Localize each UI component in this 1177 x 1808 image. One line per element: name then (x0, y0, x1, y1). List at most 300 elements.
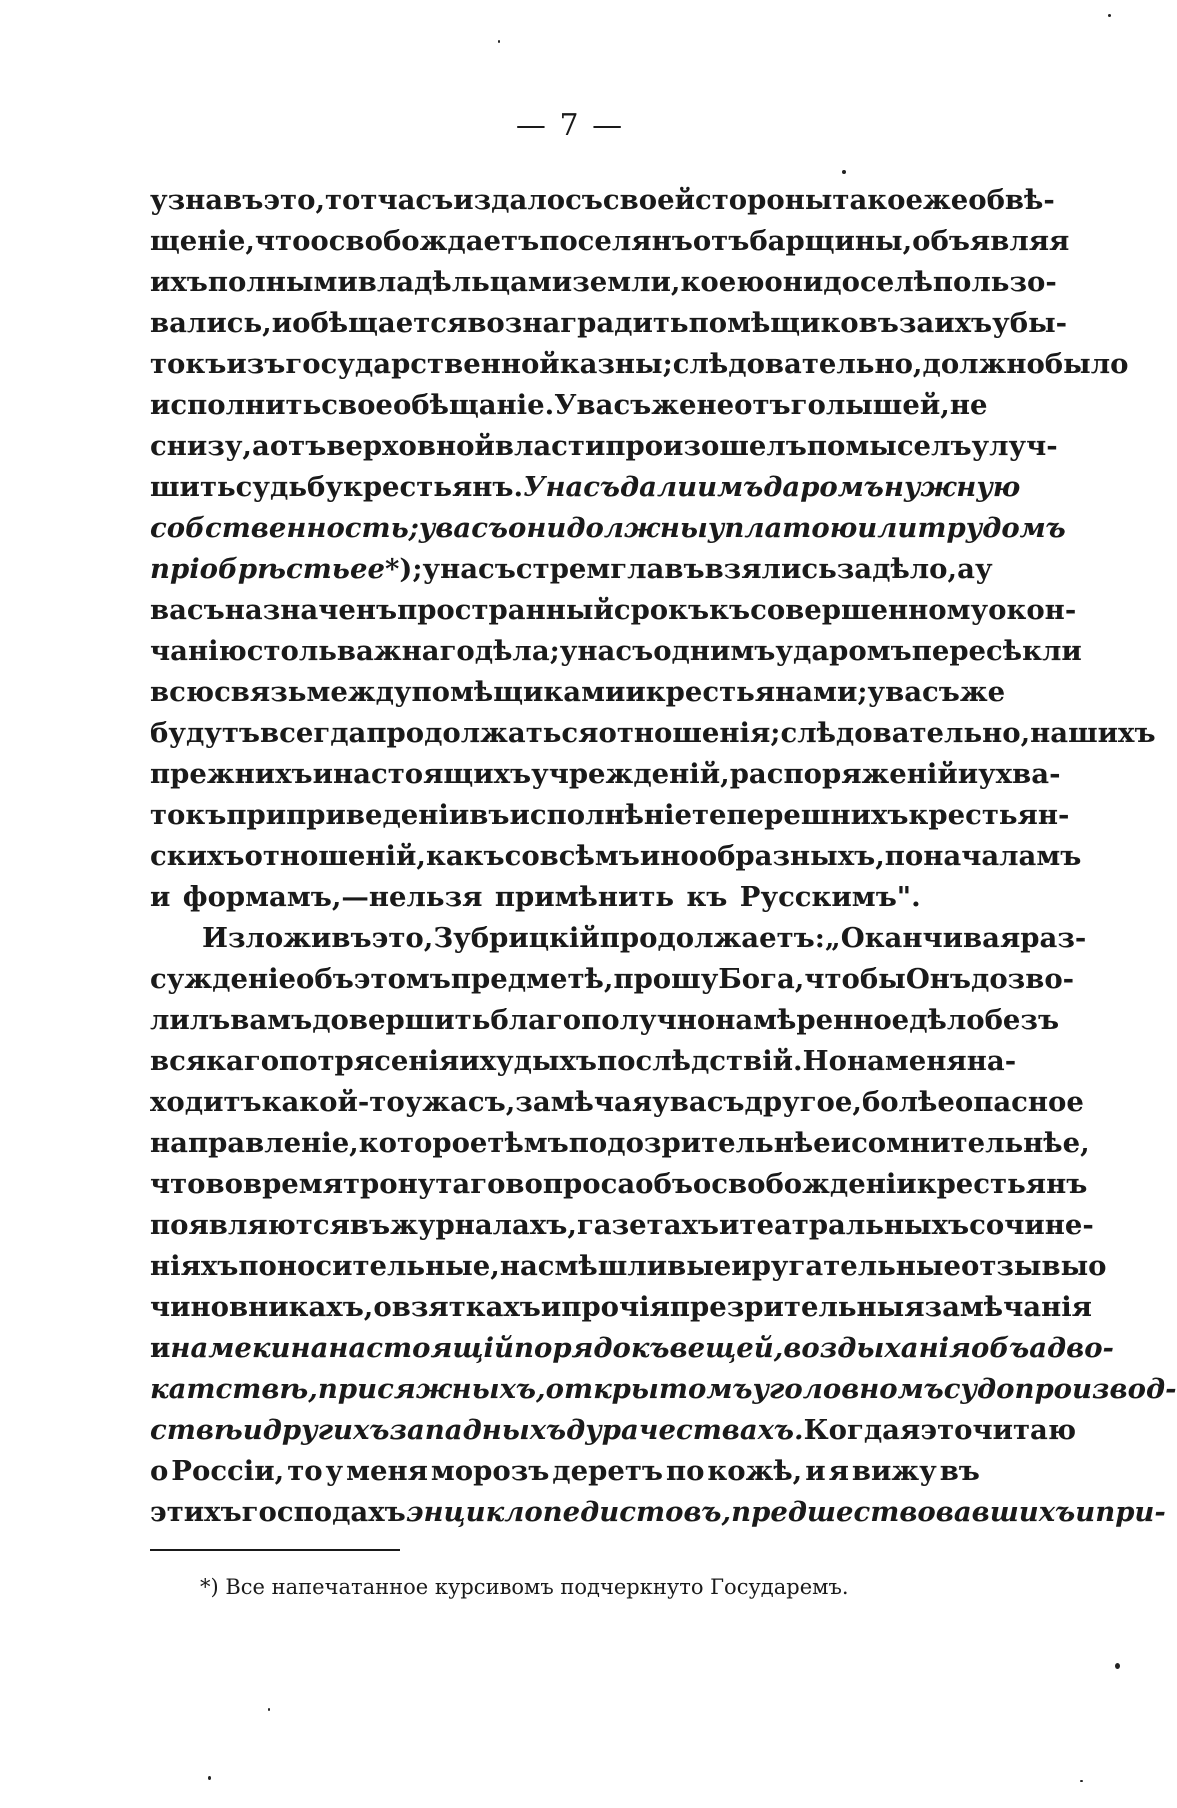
word: и (312, 758, 334, 790)
word: судьбу (235, 471, 343, 503)
word: открытомъ (545, 1373, 753, 1405)
word: земли, (572, 266, 681, 298)
word: насъ (577, 635, 654, 667)
word: они (508, 512, 567, 544)
word: Но (802, 1045, 847, 1077)
word: дѣло (909, 1004, 985, 1036)
word: съ (565, 184, 603, 216)
word: ее (349, 553, 385, 585)
text-line (150, 1369, 1177, 1410)
text-line (150, 1041, 1017, 1082)
word: опасное (954, 1086, 1084, 1118)
word: совершенному (750, 594, 989, 626)
word: и (150, 1332, 171, 1364)
word: настоящихъ (333, 758, 532, 790)
word: морозъ (430, 1455, 550, 1487)
word: обѣщается (292, 307, 468, 339)
word: скихъ (150, 840, 245, 872)
word: какой-то (261, 1086, 405, 1118)
word: васъ (150, 594, 225, 626)
word: же (922, 184, 969, 216)
word: и (805, 1455, 826, 1487)
word: помѣщиковъ (688, 307, 899, 339)
word: другихъ (262, 1414, 390, 1446)
word: къ (709, 594, 751, 626)
text-line (150, 1000, 1060, 1041)
word: вопроса (505, 1168, 636, 1200)
word: то (287, 1455, 323, 1487)
word: крестьянъ. (342, 471, 524, 503)
word: это (920, 1414, 973, 1446)
word: должны (566, 512, 708, 544)
word: у (422, 553, 441, 585)
word: о (1088, 1250, 1107, 1282)
word: имъ (697, 471, 764, 503)
word: и (540, 1291, 562, 1323)
word: настоящій (328, 1332, 514, 1364)
word: энциклопедистовъ, (405, 1496, 732, 1528)
word: токъ (150, 799, 227, 831)
word: Изложивъ (202, 922, 372, 954)
word: газетахъ (576, 1209, 720, 1241)
word: связь (214, 676, 307, 708)
word: узнавъ (150, 184, 264, 216)
text-line (150, 1164, 1088, 1205)
word: назначенъ (224, 594, 398, 626)
word: убы- (992, 307, 1068, 339)
word: взялись (704, 553, 837, 585)
scan-speck (498, 40, 500, 43)
word: прошу (613, 963, 719, 995)
word: свое (321, 389, 393, 421)
word: о (150, 1455, 169, 1487)
scan-speck (1115, 1663, 1120, 1669)
word: у (974, 553, 993, 585)
word: театральныхъ (739, 1209, 970, 1241)
word: стороны (695, 184, 833, 216)
word: катствѣ, (150, 1373, 318, 1405)
word: Бога, (718, 963, 805, 995)
word: объ (296, 963, 354, 995)
word: Когда (803, 1414, 900, 1446)
word: объ (971, 1332, 1030, 1364)
text-line (150, 1082, 1084, 1123)
word: что (150, 1168, 206, 1200)
word: присяжныхъ, (317, 1373, 546, 1405)
word: читаю (972, 1414, 1077, 1446)
word: по (665, 1455, 705, 1487)
word: своей (602, 184, 695, 216)
word: между (306, 676, 412, 708)
word: въ (939, 1455, 980, 1487)
page-number: — 7 — (515, 108, 625, 143)
word: голышей, (790, 389, 950, 421)
word: раз- (1020, 922, 1087, 954)
word: ухва- (978, 758, 1061, 790)
word: на- (966, 1045, 1017, 1077)
word: объявляя (912, 225, 1070, 257)
word: другое, (744, 1086, 862, 1118)
word: однимъ (653, 635, 776, 667)
word: или (857, 512, 918, 544)
word: сочине- (969, 1209, 1094, 1241)
word: а (252, 430, 270, 462)
word: меня (884, 1045, 967, 1077)
word: ходитъ (150, 1086, 262, 1118)
word: изъ (226, 348, 286, 380)
word: произошелъ (605, 430, 807, 462)
word: всегда (260, 717, 367, 749)
word: окон- (988, 594, 1077, 626)
word: инообразныхъ, (639, 840, 885, 872)
text-line (150, 836, 1082, 877)
text-line (150, 631, 1082, 672)
word: нашихъ (1030, 717, 1156, 749)
word: презрительныя (669, 1291, 925, 1323)
word: государственной (285, 348, 560, 380)
word: ихъ (150, 266, 208, 298)
word: Россіи, (171, 1455, 285, 1487)
word: крестьянъ (916, 1168, 1088, 1200)
word: пространный (397, 594, 614, 626)
word: благополучно (490, 1004, 716, 1036)
word: ствѣ (150, 1414, 243, 1446)
word: у (867, 676, 886, 708)
word: къ (686, 881, 728, 913)
footnote-separator (150, 1549, 400, 1551)
word: Онъ (905, 963, 971, 995)
word: барщины, (749, 225, 913, 257)
word: отзывы (960, 1250, 1089, 1282)
word: время (242, 1168, 344, 1200)
word: Зубрицкій (433, 922, 600, 954)
word: такое (832, 184, 923, 216)
word: нужную (883, 471, 1021, 503)
word: отношеній, (244, 840, 426, 872)
word: предшествовавшихъ (731, 1496, 1076, 1528)
word: появляются (150, 1209, 350, 1241)
word: и (242, 1414, 263, 1446)
word: помѣщиками (411, 676, 626, 708)
word: щеніе, (150, 225, 255, 257)
word: тотчасъ (325, 184, 454, 216)
word: снизу, (150, 430, 252, 462)
word: васъ (435, 512, 508, 544)
word: сомнительнѣе, (851, 1127, 1090, 1159)
word: о (373, 1291, 392, 1323)
word: порядокъ (513, 1332, 670, 1364)
word: судопроизвод- (943, 1373, 1177, 1405)
word: за (898, 307, 935, 339)
word: довершить (312, 1004, 491, 1036)
word: дѣло, (872, 553, 958, 585)
word: взяткахъ (391, 1291, 541, 1323)
scan-speck (842, 170, 846, 174)
word: срокъ (613, 594, 710, 626)
word: замѣчанія (924, 1291, 1092, 1323)
word: въ (349, 1209, 391, 1241)
word: дѣла; (474, 635, 560, 667)
word: пересѣкли (911, 635, 1082, 667)
word: господахъ (241, 1496, 406, 1528)
word: же (959, 676, 1006, 708)
text-line (150, 221, 1070, 262)
text-line (150, 959, 1075, 1000)
word: должно (922, 348, 1045, 380)
text-line (150, 1328, 1114, 1369)
word: чиновникахъ, (150, 1291, 374, 1323)
text-line (150, 590, 1077, 631)
word: владѣльцами (357, 266, 573, 298)
word: ніяхъ (150, 1250, 239, 1282)
word: и (731, 1250, 752, 1282)
word: будутъ (150, 717, 261, 749)
text-line (150, 795, 1070, 836)
word: отношенія; (598, 717, 781, 749)
word: кожѣ, (707, 1455, 803, 1487)
word: власти (494, 430, 606, 462)
word: вамъ (230, 1004, 313, 1036)
word: у (652, 1086, 670, 1118)
word: этомъ (353, 963, 451, 995)
text-line (150, 918, 1087, 959)
word: намеки (170, 1332, 291, 1364)
word: доселѣ (823, 266, 933, 298)
text-line (150, 549, 993, 590)
word: сужденіе (150, 963, 297, 995)
word: и (719, 1209, 740, 1241)
word: „Оканчивая (824, 922, 1021, 954)
word: на (846, 1045, 885, 1077)
word: и (150, 881, 171, 913)
scan-speck (1080, 1780, 1083, 1782)
scan-speck (268, 1708, 270, 1711)
word: по (884, 840, 924, 872)
word: какъ (425, 840, 505, 872)
word: издало (453, 184, 566, 216)
text-line (150, 385, 988, 426)
word: вещей, (669, 1332, 784, 1364)
word: вались, (150, 307, 272, 339)
word: ихъ (934, 307, 993, 339)
word: важнаго (336, 635, 475, 667)
text-line (150, 1451, 980, 1492)
word: отъ (269, 430, 327, 462)
word: направленіе, (150, 1127, 359, 1159)
word: въ (469, 799, 510, 831)
word: я (828, 1455, 849, 1487)
word: при (226, 799, 287, 831)
word: шить (150, 471, 236, 503)
word: васъ (576, 389, 652, 421)
word: во (205, 1168, 243, 1200)
word: и (830, 1127, 852, 1159)
scan-speck (1108, 14, 1111, 17)
word: насмѣшливые (499, 1250, 732, 1282)
word: ужасъ, (404, 1086, 516, 1118)
word: поселянъ (539, 225, 693, 257)
word: что (254, 225, 311, 257)
text-line (150, 180, 1055, 221)
word: вознаградить (467, 307, 689, 339)
word: послѣдствій. (597, 1045, 803, 1077)
word: токъ (150, 348, 227, 380)
word: казны; (559, 348, 673, 380)
word: безъ (984, 1004, 1060, 1036)
word: воздыханія (783, 1332, 971, 1364)
word: чанію (150, 635, 247, 667)
word: было (1044, 348, 1129, 380)
text-line (150, 467, 1021, 508)
word: столь (246, 635, 337, 667)
text-line (150, 1287, 1092, 1328)
word: у (559, 635, 578, 667)
word: дозво- (971, 963, 1075, 995)
word: этихъ (150, 1496, 242, 1528)
text-line (150, 344, 1129, 385)
word: я (900, 1414, 921, 1446)
word: слѣдовательно, (780, 717, 1031, 749)
word: адво- (1029, 1332, 1114, 1364)
word: продолжаетъ: (599, 922, 825, 954)
word: формамъ,—нельзя (182, 881, 483, 913)
word: замѣчая (515, 1086, 653, 1118)
word: освобождаетъ (310, 225, 540, 257)
word: это, (263, 184, 326, 216)
word: крестьян- (908, 799, 1070, 831)
word: при- (1095, 1496, 1166, 1528)
word: дали (620, 471, 698, 503)
word: потрясенія (279, 1045, 460, 1077)
word: исполнить (150, 389, 322, 421)
word: всю (150, 676, 215, 708)
word: вижу (851, 1455, 937, 1487)
word: тронутаго (343, 1168, 506, 1200)
word: исполнѣніе (509, 799, 693, 831)
word: ударомъ (775, 635, 912, 667)
word: и (1075, 1496, 1096, 1528)
word: ругательные (751, 1250, 961, 1282)
word: приведеніи (286, 799, 470, 831)
word: коею (680, 266, 765, 298)
word: стремглавъ (515, 553, 705, 585)
word: пользо- (932, 266, 1057, 298)
word: верховной (326, 430, 495, 462)
word: примѣнить (494, 881, 675, 913)
word: прежнихъ (150, 758, 313, 790)
word: пріобрѣсть (150, 553, 350, 585)
word: же (651, 389, 697, 421)
main-text (150, 180, 1177, 1533)
word: полными (207, 266, 358, 298)
word: подозрительнѣе (568, 1127, 831, 1159)
word: трудомъ (917, 512, 1066, 544)
word: всякаго (150, 1045, 280, 1077)
text-line (150, 672, 1006, 713)
word: чтобы (804, 963, 906, 995)
word: а (957, 553, 975, 585)
text-line (150, 508, 1066, 549)
word: *); (384, 553, 423, 585)
word: прочія (561, 1291, 670, 1323)
word: и (625, 676, 646, 708)
word: обвѣ- (968, 184, 1055, 216)
word: уголовномъ (752, 1373, 944, 1405)
word: У (523, 471, 546, 503)
word: улуч- (971, 430, 1058, 462)
word: не (949, 389, 988, 421)
word: худыхъ (479, 1045, 598, 1077)
text-line (150, 754, 1061, 795)
word: распоряженій (729, 758, 958, 790)
word: насъ (545, 471, 621, 503)
word: западныхъ (389, 1414, 567, 1446)
word: болѣе (861, 1086, 955, 1118)
word: освобожденіи (692, 1168, 917, 1200)
text-line (150, 303, 1068, 344)
word: даромъ (763, 471, 884, 503)
word: продолжаться (366, 717, 599, 749)
word: это, (371, 922, 434, 954)
footnote: *) Все напечатанное курсивомъ подчеркнуто Государемъ. (200, 1575, 849, 1599)
word: поносительные, (238, 1250, 500, 1282)
word: учрежденій, (531, 758, 730, 790)
word: помыселъ (806, 430, 972, 462)
word: которое (358, 1127, 488, 1159)
word: слѣдовательно, (672, 348, 923, 380)
text-line (150, 1246, 1107, 1287)
word: Русскимъ". (739, 881, 921, 913)
word: крестьянами; (645, 676, 868, 708)
word: деретъ (552, 1455, 663, 1487)
word: собственность; (150, 512, 419, 544)
word: предметѣ, (450, 963, 614, 995)
text-line (150, 426, 1058, 467)
word: на (290, 1332, 329, 1364)
text-line (150, 1410, 1077, 1451)
word: журналахъ, (390, 1209, 577, 1241)
word: васъ (669, 1086, 745, 1118)
word: уплатою (707, 512, 858, 544)
word: У (554, 389, 577, 421)
word: началамъ (923, 840, 1082, 872)
word: дурачествахъ. (566, 1414, 804, 1446)
text-line (150, 1205, 1094, 1246)
text-line (150, 1492, 1166, 1533)
word: у (418, 512, 436, 544)
word: они (764, 266, 824, 298)
word: теперешнихъ (692, 799, 909, 831)
word: намѣренное (715, 1004, 910, 1036)
text-line (150, 1123, 1090, 1164)
word: васъ (885, 676, 960, 708)
word: отъ (692, 225, 750, 257)
word: и (459, 1045, 480, 1077)
word: отъ (734, 389, 791, 421)
word: и (957, 758, 979, 790)
word: и (271, 307, 293, 339)
word: за (836, 553, 873, 585)
text-line (150, 262, 1057, 303)
word: тѣмъ (487, 1127, 569, 1159)
word: меня (346, 1455, 428, 1487)
word: лилъ (150, 1004, 231, 1036)
word: совсѣмъ (504, 840, 640, 872)
word: объ (635, 1168, 693, 1200)
scan-speck (208, 1776, 211, 1780)
word: не (696, 389, 735, 421)
word: насъ (440, 553, 516, 585)
